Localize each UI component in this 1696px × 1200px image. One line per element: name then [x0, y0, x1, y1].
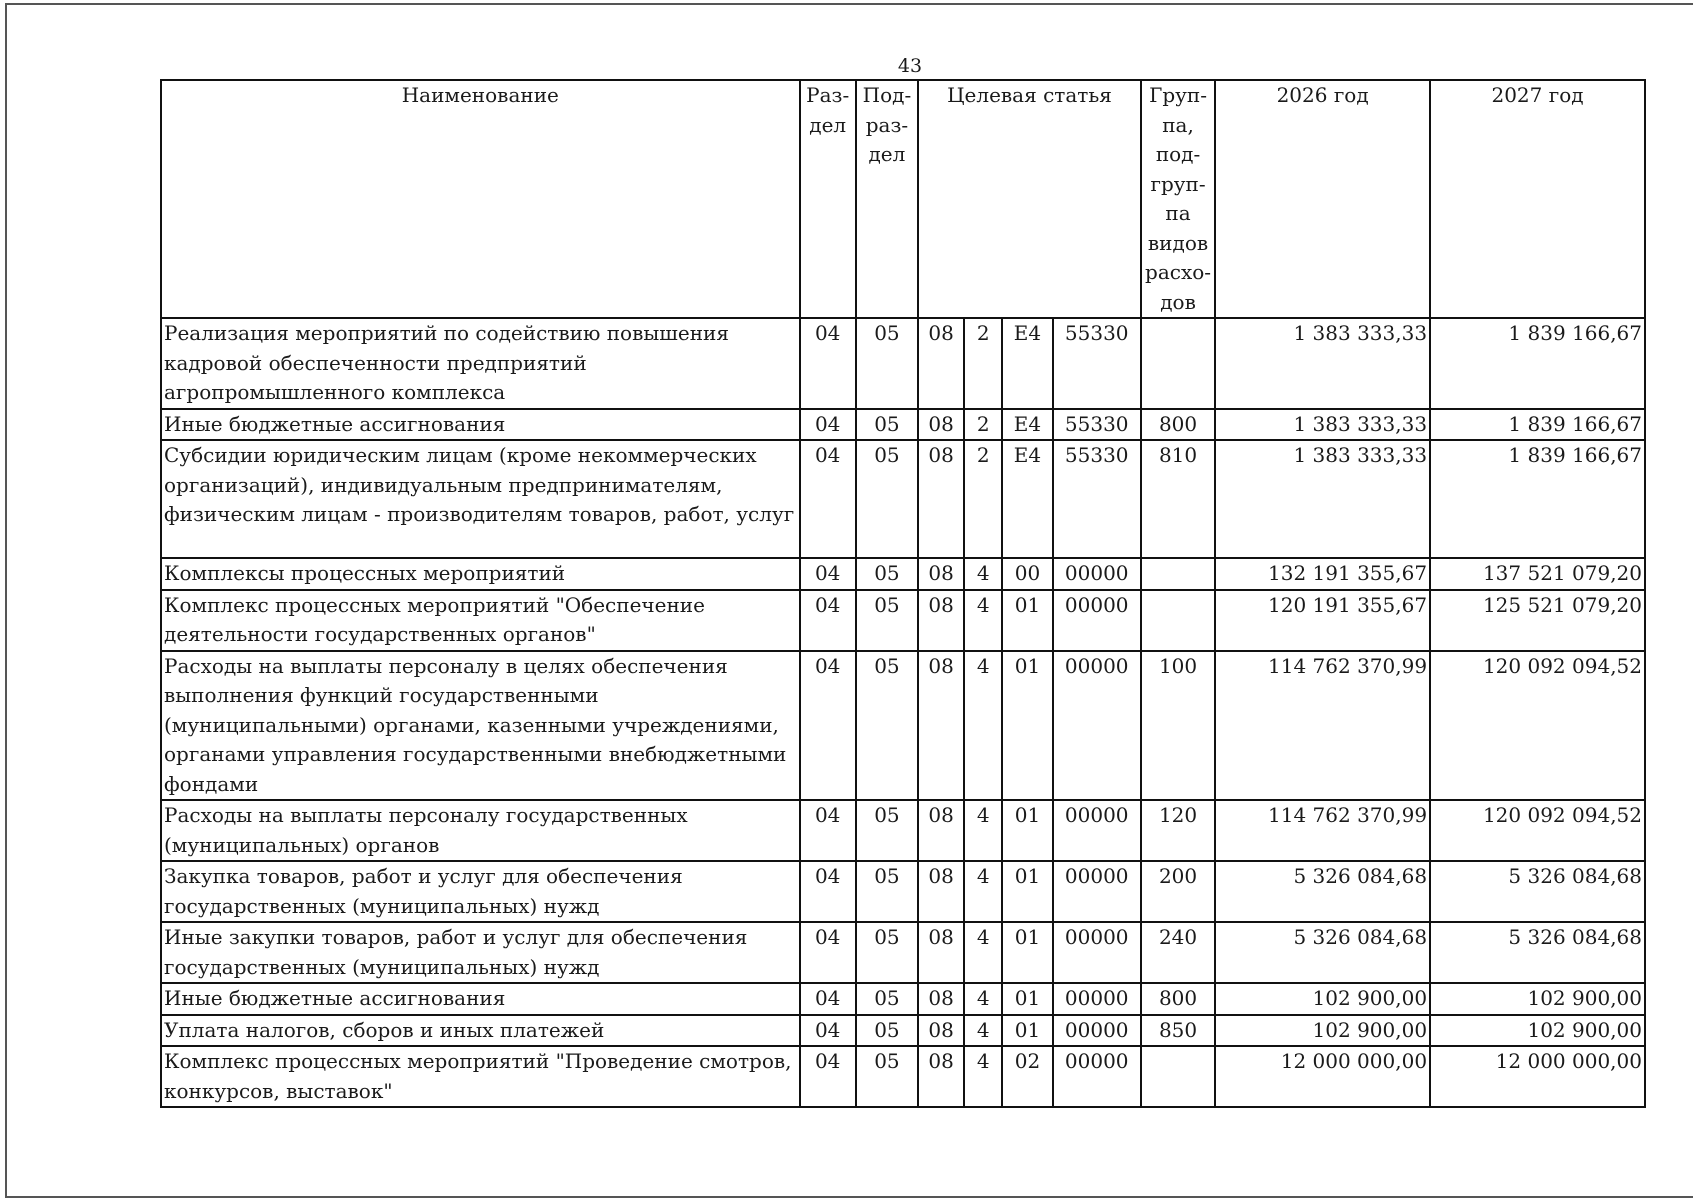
header-year-2027: 2027 год	[1430, 80, 1645, 318]
row-amount-2027: 5 326 084,68	[1430, 922, 1645, 983]
table-row	[161, 318, 1645, 409]
row-name: Комплекс процессных мероприятий "Обеспечение деятельности государственных органов"	[161, 590, 800, 651]
row-name: Иные бюджетные ассигнования	[161, 983, 800, 1015]
table-row	[161, 1015, 1645, 1047]
header-target-article: Целевая статья	[918, 80, 1141, 318]
header-podrazdel: Под- раз- дел	[856, 80, 918, 318]
row-name: Уплата налогов, сборов и иных платежей	[161, 1015, 800, 1047]
row-amount-2027: 102 900,00	[1430, 1015, 1645, 1047]
table-row	[161, 983, 1645, 1015]
row-name: Расходы на выплаты персоналу в целях обеспечения выполнения функций государственными (муниципальными) органами, казенными учреждениями, органами управления государственными внебюджетными фондами	[161, 651, 800, 801]
row-expense-group	[1141, 318, 1215, 409]
table-row	[161, 1046, 1645, 1107]
row-name: Расходы на выплаты персоналу государственных (муниципальных) органов	[161, 800, 800, 861]
row-target-element: 01	[1002, 922, 1052, 983]
row-target-type: 4	[964, 651, 1002, 801]
row-target-direction: 00000	[1053, 1015, 1141, 1047]
header-expense-group: Груп- па, под- груп- па видов расхо- дов	[1141, 80, 1215, 318]
row-target-program: 08	[918, 409, 964, 441]
row-name: Комплекс процессных мероприятий "Проведение смотров, конкурсов, выставок"	[161, 1046, 800, 1107]
row-target-program: 08	[918, 590, 964, 651]
row-amount-2026: 114 762 370,99	[1215, 651, 1430, 801]
row-target-program: 08	[918, 318, 964, 409]
row-target-direction: 00000	[1053, 861, 1141, 922]
row-amount-2026: 5 326 084,68	[1215, 861, 1430, 922]
page-frame-bottom	[5, 1196, 1693, 1198]
row-target-element: 01	[1002, 983, 1052, 1015]
row-target-type: 2	[964, 440, 1002, 558]
row-razdel: 04	[800, 1046, 856, 1107]
row-target-type: 4	[964, 590, 1002, 651]
row-razdel: 04	[800, 983, 856, 1015]
row-razdel: 04	[800, 1015, 856, 1047]
row-target-element: Е4	[1002, 440, 1052, 558]
row-target-direction: 55330	[1053, 318, 1141, 409]
row-amount-2026: 114 762 370,99	[1215, 800, 1430, 861]
page-frame-left	[5, 3, 7, 1198]
row-name: Реализация мероприятий по содействию повышения кадровой обеспеченности предприятий агропромышленного комплекса	[161, 318, 800, 409]
row-target-program: 08	[918, 983, 964, 1015]
row-razdel: 04	[800, 651, 856, 801]
table-row	[161, 440, 1645, 558]
row-target-direction: 00000	[1053, 922, 1141, 983]
row-target-element: 01	[1002, 800, 1052, 861]
row-expense-group: 240	[1141, 922, 1215, 983]
row-amount-2027: 1 839 166,67	[1430, 440, 1645, 558]
row-target-element: 01	[1002, 651, 1052, 801]
row-razdel: 04	[800, 558, 856, 590]
row-target-type: 4	[964, 861, 1002, 922]
row-podrazdel: 05	[856, 558, 918, 590]
table-row	[161, 558, 1645, 590]
row-target-type: 4	[964, 800, 1002, 861]
row-amount-2027: 125 521 079,20	[1430, 590, 1645, 651]
row-amount-2027: 12 000 000,00	[1430, 1046, 1645, 1107]
row-razdel: 04	[800, 318, 856, 409]
row-podrazdel: 05	[856, 1046, 918, 1107]
table-row	[161, 590, 1645, 651]
row-amount-2026: 132 191 355,67	[1215, 558, 1430, 590]
header-name: Наименование	[161, 80, 800, 318]
row-name: Иные закупки товаров, работ и услуг для обеспечения государственных (муниципальных) нужд	[161, 922, 800, 983]
row-target-element: Е4	[1002, 318, 1052, 409]
row-expense-group	[1141, 558, 1215, 590]
row-target-direction: 55330	[1053, 440, 1141, 558]
header-row	[161, 80, 1645, 318]
row-target-program: 08	[918, 651, 964, 801]
row-podrazdel: 05	[856, 1015, 918, 1047]
row-amount-2027: 120 092 094,52	[1430, 800, 1645, 861]
row-podrazdel: 05	[856, 983, 918, 1015]
row-amount-2026: 102 900,00	[1215, 1015, 1430, 1047]
row-amount-2027: 1 839 166,67	[1430, 318, 1645, 409]
row-podrazdel: 05	[856, 651, 918, 801]
row-expense-group: 800	[1141, 409, 1215, 441]
page-number: 43	[897, 55, 923, 77]
row-podrazdel: 05	[856, 440, 918, 558]
table-row	[161, 861, 1645, 922]
row-amount-2027: 102 900,00	[1430, 983, 1645, 1015]
row-target-program: 08	[918, 558, 964, 590]
row-name: Закупка товаров, работ и услуг для обеспечения государственных (муниципальных) нужд	[161, 861, 800, 922]
row-target-type: 4	[964, 1015, 1002, 1047]
row-target-element: Е4	[1002, 409, 1052, 441]
row-podrazdel: 05	[856, 861, 918, 922]
row-target-element: 01	[1002, 861, 1052, 922]
row-amount-2026: 120 191 355,67	[1215, 590, 1430, 651]
row-target-type: 4	[964, 1046, 1002, 1107]
row-amount-2026: 102 900,00	[1215, 983, 1430, 1015]
row-target-element: 01	[1002, 590, 1052, 651]
row-target-element: 00	[1002, 558, 1052, 590]
row-name: Иные бюджетные ассигнования	[161, 409, 800, 441]
row-target-program: 08	[918, 861, 964, 922]
row-razdel: 04	[800, 800, 856, 861]
row-expense-group: 120	[1141, 800, 1215, 861]
row-target-type: 2	[964, 409, 1002, 441]
row-amount-2026: 12 000 000,00	[1215, 1046, 1430, 1107]
row-expense-group: 200	[1141, 861, 1215, 922]
row-target-direction: 00000	[1053, 558, 1141, 590]
table-row	[161, 409, 1645, 441]
row-target-direction: 00000	[1053, 983, 1141, 1015]
row-amount-2027: 5 326 084,68	[1430, 861, 1645, 922]
row-target-type: 4	[964, 558, 1002, 590]
row-target-program: 08	[918, 440, 964, 558]
row-target-direction: 00000	[1053, 800, 1141, 861]
row-expense-group: 100	[1141, 651, 1215, 801]
row-target-program: 08	[918, 1015, 964, 1047]
row-amount-2027: 1 839 166,67	[1430, 409, 1645, 441]
row-expense-group	[1141, 590, 1215, 651]
table-row	[161, 800, 1645, 861]
row-target-element: 01	[1002, 1015, 1052, 1047]
row-razdel: 04	[800, 922, 856, 983]
row-expense-group	[1141, 1046, 1215, 1107]
row-razdel: 04	[800, 590, 856, 651]
row-name: Субсидии юридическим лицам (кроме некоммерческих организаций), индивидуальным предпринимателям, физическим лицам - производителям товаров, работ, услуг	[161, 440, 800, 558]
row-expense-group: 810	[1141, 440, 1215, 558]
row-amount-2026: 1 383 333,33	[1215, 440, 1430, 558]
row-target-program: 08	[918, 1046, 964, 1107]
row-amount-2027: 120 092 094,52	[1430, 651, 1645, 801]
row-target-program: 08	[918, 800, 964, 861]
row-amount-2027: 137 521 079,20	[1430, 558, 1645, 590]
row-podrazdel: 05	[856, 800, 918, 861]
row-amount-2026: 1 383 333,33	[1215, 409, 1430, 441]
row-target-direction: 00000	[1053, 1046, 1141, 1107]
budget-table	[160, 79, 1646, 1108]
row-target-type: 2	[964, 318, 1002, 409]
row-target-direction: 00000	[1053, 590, 1141, 651]
row-podrazdel: 05	[856, 409, 918, 441]
row-name: Комплексы процессных мероприятий	[161, 558, 800, 590]
row-podrazdel: 05	[856, 318, 918, 409]
table-row	[161, 651, 1645, 801]
row-expense-group: 850	[1141, 1015, 1215, 1047]
row-target-program: 08	[918, 922, 964, 983]
row-target-direction: 55330	[1053, 409, 1141, 441]
header-year-2026: 2026 год	[1215, 80, 1430, 318]
row-target-type: 4	[964, 922, 1002, 983]
row-expense-group: 800	[1141, 983, 1215, 1015]
row-target-element: 02	[1002, 1046, 1052, 1107]
row-podrazdel: 05	[856, 922, 918, 983]
row-razdel: 04	[800, 409, 856, 441]
page-frame-top	[5, 3, 1693, 5]
row-razdel: 04	[800, 861, 856, 922]
row-target-direction: 00000	[1053, 651, 1141, 801]
row-podrazdel: 05	[856, 590, 918, 651]
row-razdel: 04	[800, 440, 856, 558]
row-amount-2026: 5 326 084,68	[1215, 922, 1430, 983]
header-razdel: Раз- дел	[800, 80, 856, 318]
row-amount-2026: 1 383 333,33	[1215, 318, 1430, 409]
row-target-type: 4	[964, 983, 1002, 1015]
table-row	[161, 922, 1645, 983]
